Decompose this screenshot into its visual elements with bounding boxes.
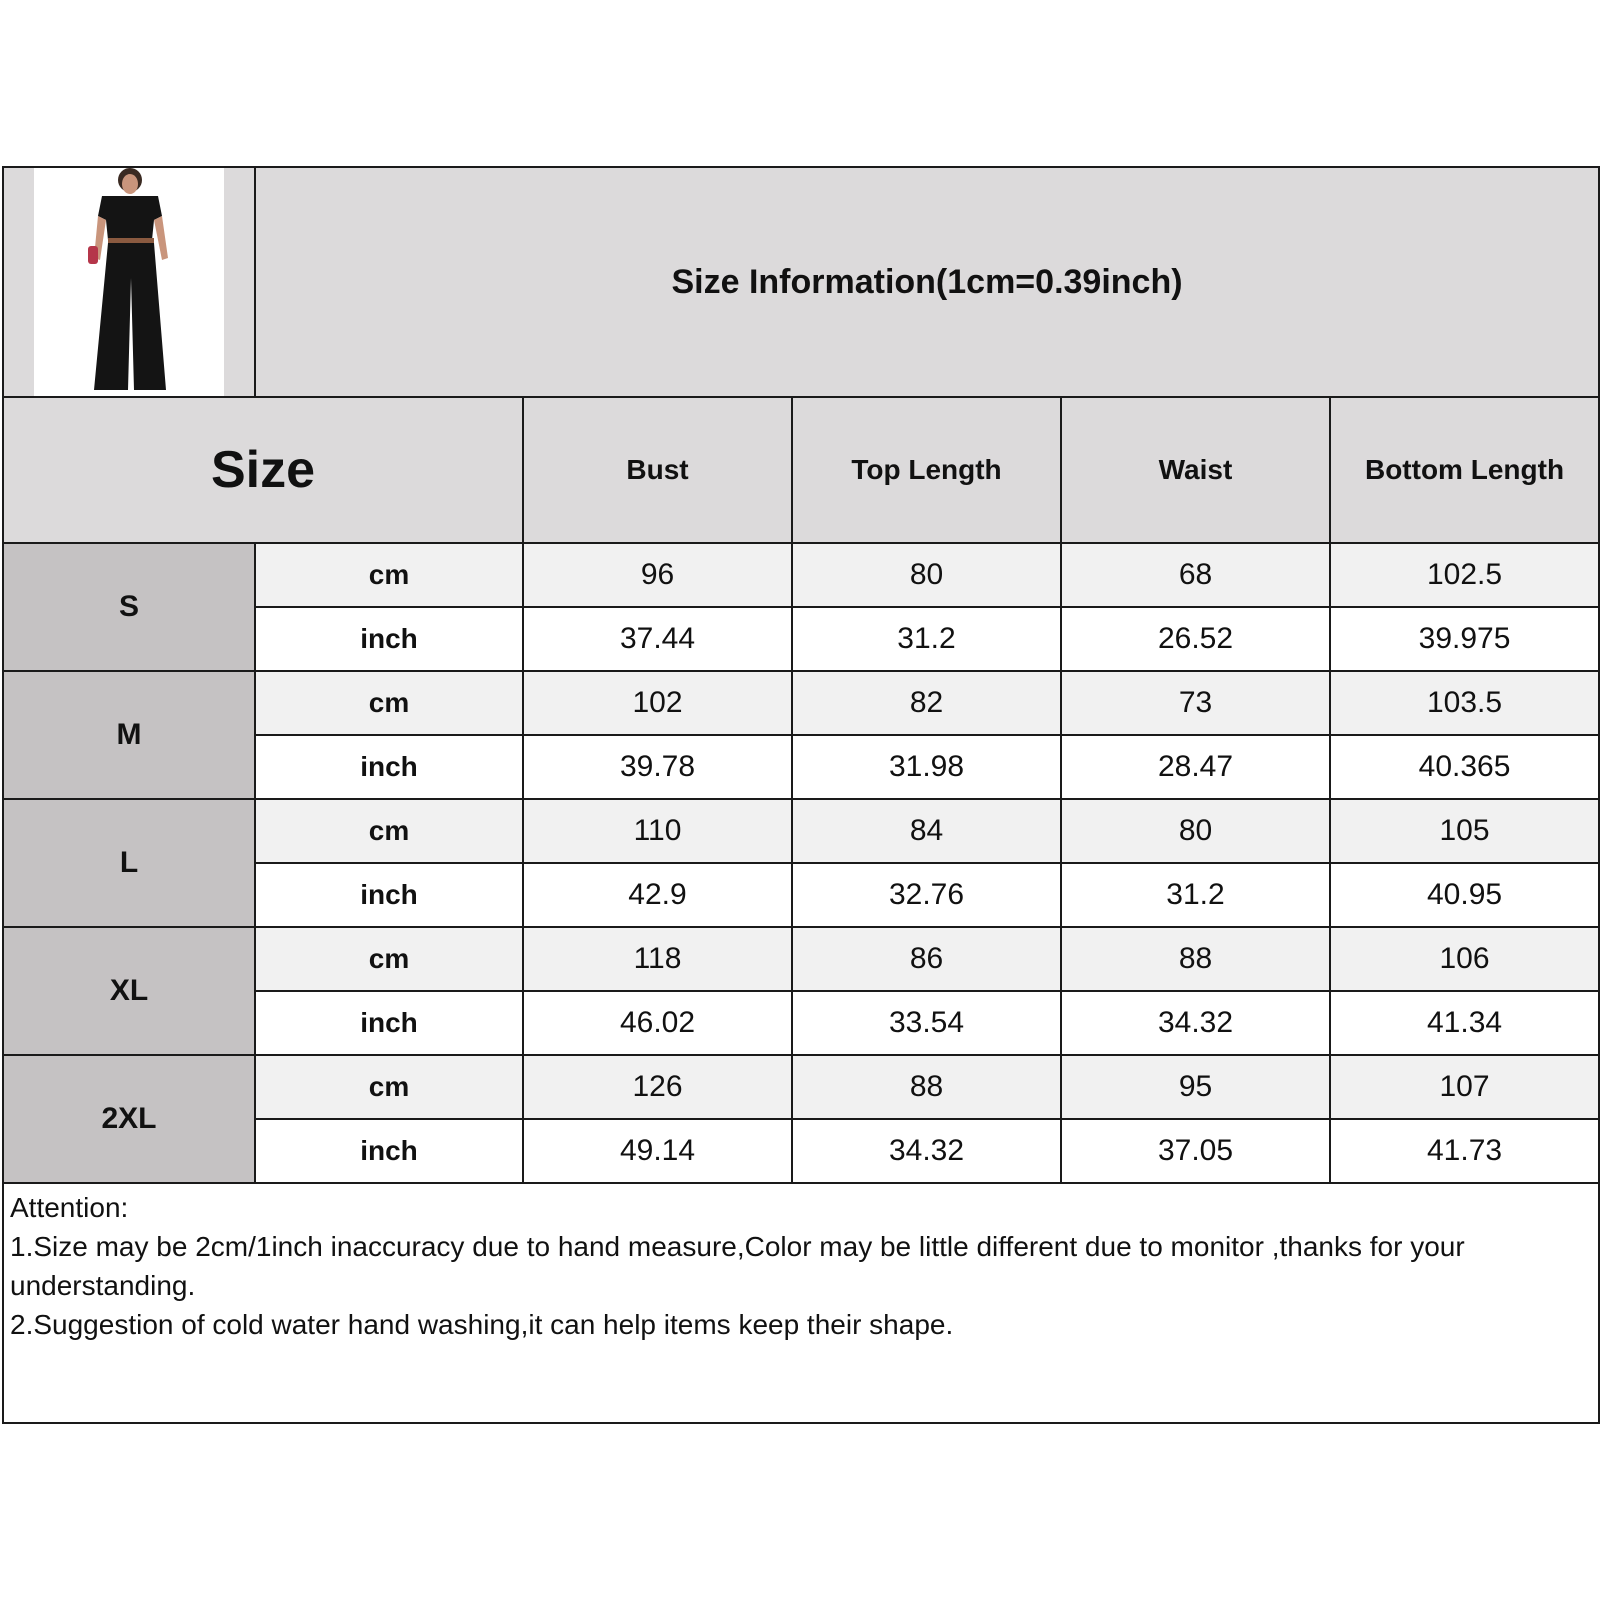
value-cell: 80 — [792, 543, 1061, 607]
value-cell: 106 — [1330, 927, 1599, 991]
value-cell: 40.365 — [1330, 735, 1599, 799]
value-cell: 84 — [792, 799, 1061, 863]
value-cell: 37.05 — [1061, 1119, 1330, 1183]
value-cell: 105 — [1330, 799, 1599, 863]
unit-inch: inch — [255, 607, 523, 671]
unit-cm: cm — [255, 1055, 523, 1119]
header-bottom-length: Bottom Length — [1330, 397, 1599, 543]
value-cell: 102 — [523, 671, 792, 735]
value-cell: 107 — [1330, 1055, 1599, 1119]
value-cell: 37.44 — [523, 607, 792, 671]
value-cell: 88 — [1061, 927, 1330, 991]
value-cell: 32.76 — [792, 863, 1061, 927]
value-cell: 34.32 — [1061, 991, 1330, 1055]
header-top-length: Top Length — [792, 397, 1061, 543]
value-cell: 118 — [523, 927, 792, 991]
value-cell: 82 — [792, 671, 1061, 735]
attention-heading: Attention: — [10, 1192, 129, 1223]
size-info-title: Size Information(1cm=0.39inch) — [255, 167, 1599, 397]
value-cell: 46.02 — [523, 991, 792, 1055]
size-label: XL — [3, 927, 255, 1055]
attention-notes — [3, 1183, 1599, 1423]
value-cell: 96 — [523, 543, 792, 607]
unit-inch: inch — [255, 991, 523, 1055]
attention-line-1: 1.Size may be 2cm/1inch inaccuracy due to hand measure,Color may be little different due to monitor ,thanks for your understanding. — [10, 1231, 1465, 1301]
value-cell: 34.32 — [792, 1119, 1061, 1183]
size-column-header: Size — [3, 397, 523, 543]
unit-cm: cm — [255, 799, 523, 863]
value-cell: 95 — [1061, 1055, 1330, 1119]
product-photo-cell — [3, 167, 255, 397]
value-cell: 42.9 — [523, 863, 792, 927]
unit-inch: inch — [255, 1119, 523, 1183]
header-waist: Waist — [1061, 397, 1330, 543]
value-cell: 31.2 — [1061, 863, 1330, 927]
unit-cm: cm — [255, 671, 523, 735]
value-cell: 39.975 — [1330, 607, 1599, 671]
size-label: M — [3, 671, 255, 799]
value-cell: 28.47 — [1061, 735, 1330, 799]
value-cell: 33.54 — [792, 991, 1061, 1055]
value-cell: 31.98 — [792, 735, 1061, 799]
value-cell: 49.14 — [523, 1119, 792, 1183]
value-cell: 41.73 — [1330, 1119, 1599, 1183]
value-cell: 73 — [1061, 671, 1330, 735]
size-chart-table — [2, 166, 1600, 1424]
unit-cm: cm — [255, 543, 523, 607]
value-cell: 88 — [792, 1055, 1061, 1119]
value-cell: 102.5 — [1330, 543, 1599, 607]
unit-cm: cm — [255, 927, 523, 991]
attention-line-2: 2.Suggestion of cold water hand washing,it can help items keep their shape. — [10, 1309, 954, 1340]
size-label: S — [3, 543, 255, 671]
unit-inch: inch — [255, 863, 523, 927]
value-cell: 86 — [792, 927, 1061, 991]
unit-inch: inch — [255, 735, 523, 799]
value-cell: 80 — [1061, 799, 1330, 863]
value-cell: 40.95 — [1330, 863, 1599, 927]
value-cell: 110 — [523, 799, 792, 863]
value-cell: 26.52 — [1061, 607, 1330, 671]
value-cell: 126 — [523, 1055, 792, 1119]
value-cell: 31.2 — [792, 607, 1061, 671]
value-cell: 41.34 — [1330, 991, 1599, 1055]
value-cell: 103.5 — [1330, 671, 1599, 735]
product-photo — [34, 168, 224, 396]
header-bust: Bust — [523, 397, 792, 543]
size-label: L — [3, 799, 255, 927]
value-cell: 68 — [1061, 543, 1330, 607]
size-label: 2XL — [3, 1055, 255, 1183]
value-cell: 39.78 — [523, 735, 792, 799]
